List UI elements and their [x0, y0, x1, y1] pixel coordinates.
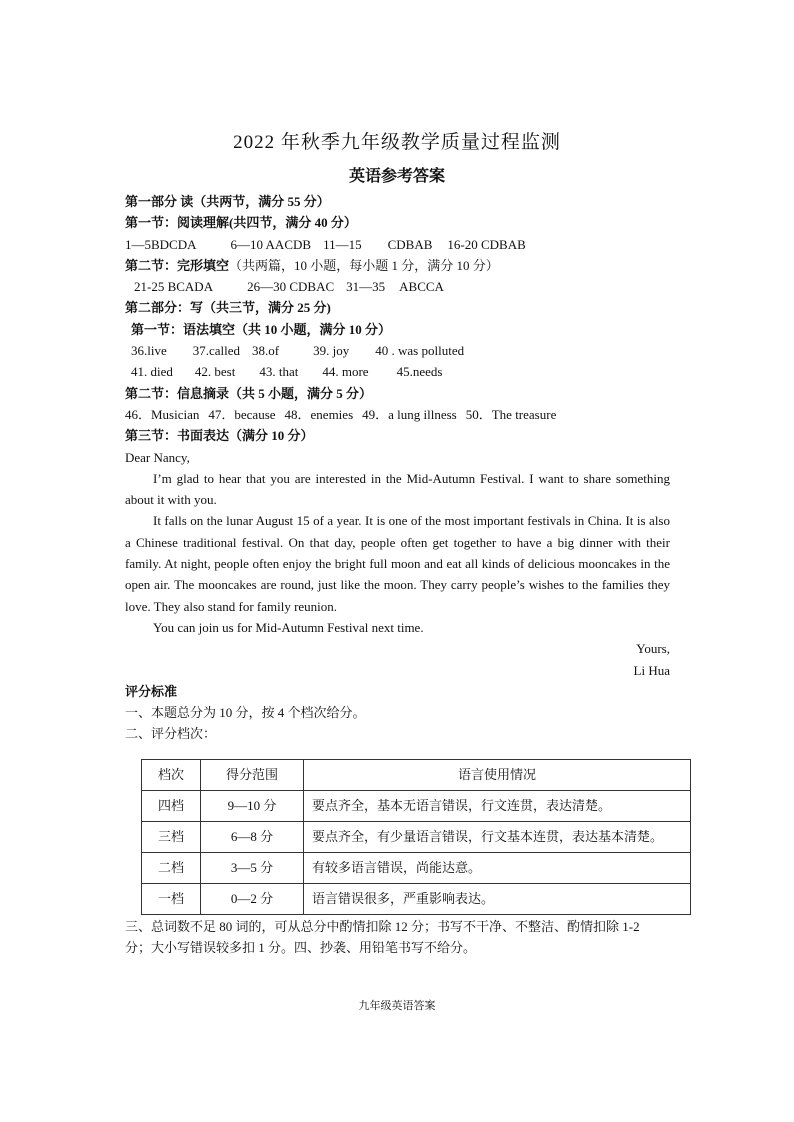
- answer-group: 6—10 AACDB: [230, 236, 312, 252]
- table-cell: 二档: [142, 853, 201, 884]
- table-header-row: [142, 760, 691, 791]
- table-cell: 要点齐全，基本无语言错误，行文连贯，表达清楚。: [304, 791, 691, 822]
- table-cell: 四档: [142, 791, 201, 822]
- answer-group: CDBAB: [387, 236, 433, 252]
- answer-group: 21-25 BCADA: [134, 279, 214, 295]
- table-cell: 6—8 分: [201, 822, 304, 853]
- answer-item: 43. that: [259, 364, 299, 380]
- answer-item: 50．The treasure: [465, 406, 557, 422]
- info-answers: [125, 404, 670, 425]
- table-header-cell: 得分范围: [201, 760, 304, 791]
- table-cell: 9—10 分: [201, 791, 304, 822]
- table-cell: 有较多语言错误，尚能达意。: [304, 853, 691, 884]
- letter-paragraph: I’m glad to hear that you are interested in the Mid-Autumn Festival. I want to share something about it with you.: [125, 470, 670, 508]
- answer-group: ABCCA: [399, 279, 444, 295]
- table-row: [142, 791, 691, 822]
- answer-group: 26—30 CDBAC: [247, 279, 335, 295]
- grading-table: [141, 759, 691, 915]
- letter-paragraph: It falls on the lunar August 15 of a year. It is one of the most important festivals in China. It is also a Chinese traditional festival. On that day, people often get together to have a big dinner with their family. At night, people often enjoy the bright full moon and eat all kinds of delicious mooncakes in the open air. The mooncakes are round, just like the moon. They carry people’s wishes to the families they love. They also stand for family reunion.: [125, 513, 670, 614]
- letter-closing: Yours,: [636, 641, 670, 657]
- answer-group: 1—5BDCDA: [125, 236, 197, 252]
- answer-item: 41. died: [131, 364, 173, 380]
- table-cell: 一档: [142, 884, 201, 915]
- table-row: [142, 853, 691, 884]
- table-cell: 语言错误很多，严重影响表达。: [304, 884, 691, 915]
- table-cell: 0—2 分: [201, 884, 304, 915]
- grading-notes: [125, 916, 675, 959]
- grading-note-line: 三、总词数不足 80 词的，可从总分中酌情扣除 12 分；书写不干净、不整洁、酌情扣除 1-2: [125, 919, 640, 934]
- answer-item: 39. joy: [313, 343, 350, 359]
- answer-item: 40 . was polluted: [375, 343, 465, 359]
- document-subtitle: 英语参考答案: [348, 168, 445, 185]
- grammar-answers-row: [125, 340, 670, 361]
- letter-greeting: Dear Nancy,: [125, 449, 190, 465]
- part2-section1-heading: 第一节：语法填空（共 10 小题，满分 10 分）: [131, 321, 392, 337]
- answer-item: 47．because: [208, 406, 276, 422]
- answer-item: 42. best: [194, 364, 236, 380]
- grammar-answers-row: [125, 361, 670, 382]
- answer-group: 31—35: [346, 279, 386, 295]
- answer-item: 44. more: [322, 364, 369, 380]
- table-row: [142, 822, 691, 853]
- table-cell: 3—5 分: [201, 853, 304, 884]
- part2-section3-heading: 第三节：书面表达（满分 10 分）: [125, 428, 314, 444]
- table-cell: 三档: [142, 822, 201, 853]
- answer-group: 16-20 CDBAB: [447, 236, 526, 252]
- reading-answers: [125, 234, 670, 255]
- letter-paragraph: You can join us for Mid-Autumn Festival next time.: [153, 619, 424, 635]
- answer-content: [125, 191, 670, 745]
- part1-heading: 第一部分 读（共两节，满分 55 分）: [125, 194, 330, 209]
- table-row: [142, 884, 691, 915]
- part2-heading: 第二部分：写（共三节，满分 25 分): [125, 300, 331, 316]
- grading-heading: 评分标准: [125, 683, 178, 699]
- answer-item: 46．Musician: [125, 406, 200, 422]
- table-header-cell: 语言使用情况: [304, 760, 691, 791]
- page-footer: 九年级英语答案: [358, 1000, 436, 1012]
- grading-item: 一、本题总分为 10 分，按 4 个档次给分。: [125, 705, 366, 721]
- table-cell: 要点齐全，有少量语言错误，行文基本连贯，表达基本清楚。: [304, 822, 691, 853]
- answer-group: 11—15: [323, 236, 362, 252]
- document-title: 2022 年秋季九年级教学质量过程监测: [233, 132, 561, 153]
- answer-item: 36.live: [131, 343, 167, 359]
- cloze-answers: [125, 276, 670, 297]
- answer-item: 37.called: [192, 343, 241, 359]
- part1-section2-heading: 第二节：完形填空（共两篇，10 小题，每小题 1 分，满分 10 分）: [125, 257, 499, 273]
- answer-item: 38.of: [252, 343, 280, 359]
- grading-note-line: 分；大小写错误较多扣 1 分。四、抄袭、用铅笔书写不给分。: [125, 940, 477, 956]
- part2-section2-heading: 第二节：信息摘录（共 5 小题，满分 5 分）: [125, 385, 373, 401]
- table-header-cell: 档次: [142, 760, 201, 791]
- answer-item: 48．enemies: [284, 406, 354, 422]
- answer-item: 49．a lung illness: [362, 406, 457, 422]
- grading-item: 二、评分档次：: [125, 726, 217, 742]
- letter-signature: Li Hua: [633, 662, 670, 678]
- part1-section1-heading: 第一节：阅读理解(共四节，满分 40 分）: [125, 215, 357, 231]
- answer-item: 45.needs: [396, 364, 443, 380]
